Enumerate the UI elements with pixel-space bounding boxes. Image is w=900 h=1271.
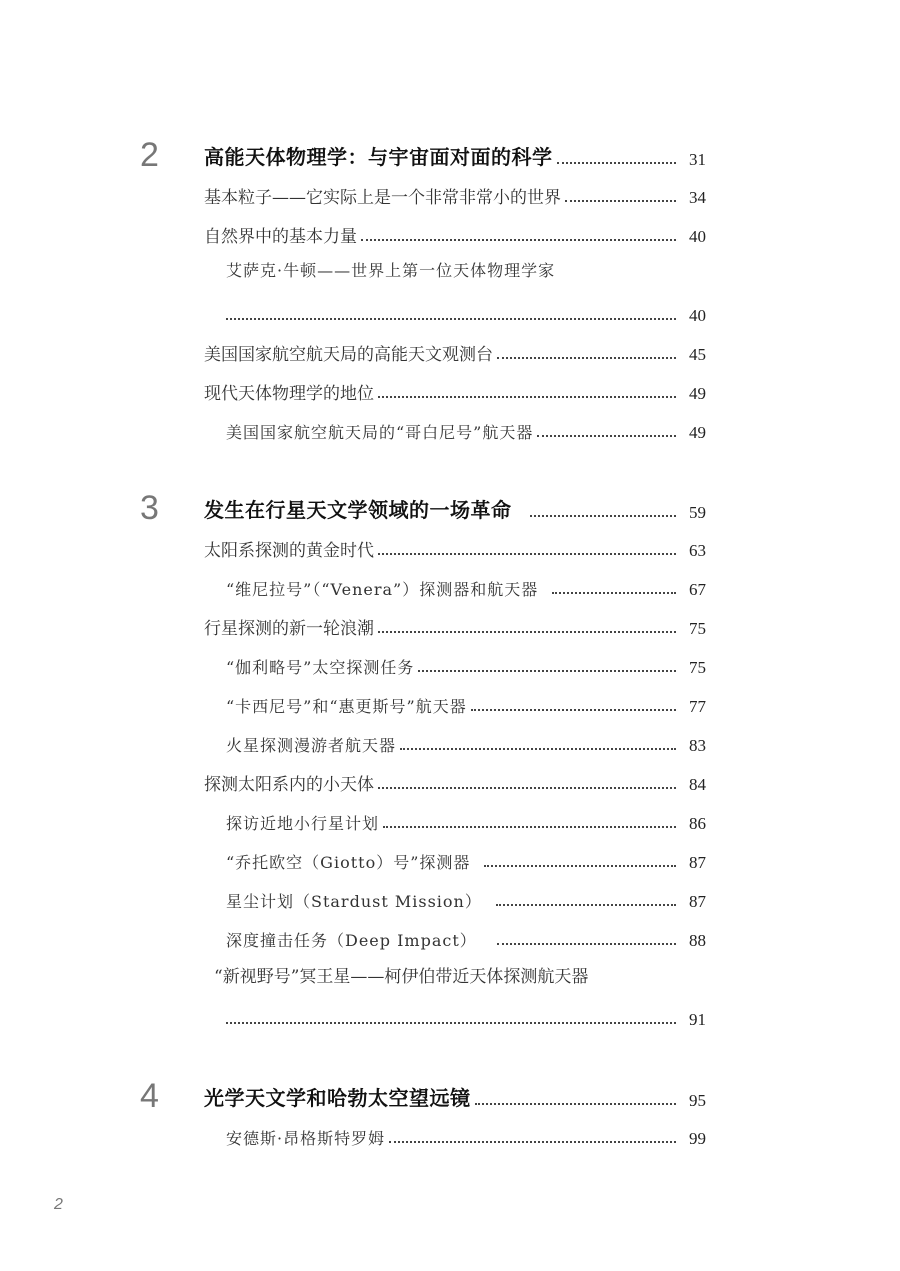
entry-title: 行星探测的新一轮浪潮 — [204, 619, 374, 639]
page-number: 49 — [689, 423, 706, 442]
page-number: 95 — [689, 1091, 706, 1110]
page-number: 63 — [689, 541, 706, 560]
leader-dots — [484, 865, 676, 867]
page-number: 31 — [689, 150, 706, 169]
page-number: 99 — [689, 1129, 706, 1148]
page-number: 77 — [689, 697, 706, 716]
entry-title: “伽利略号”太空探测任务 — [226, 658, 415, 677]
chapter-title: 高能天体物理学：与宇宙面对面的科学 — [204, 145, 553, 169]
page-number: 67 — [689, 580, 706, 599]
page-number: 86 — [689, 814, 706, 833]
page-number: 88 — [689, 931, 706, 950]
entry-title: “卡西尼号”和“惠更斯号”航天器 — [226, 697, 467, 716]
chapter-title: 发生在行星天文学领域的一场革命 — [204, 498, 512, 522]
leader-dots — [226, 1022, 676, 1024]
leader-dots — [497, 357, 676, 359]
leader-dots — [475, 1103, 677, 1105]
leader-dots — [389, 1141, 676, 1143]
page-number: 75 — [689, 658, 706, 677]
page-number: 49 — [689, 384, 706, 403]
entry-title: 艾萨克·牛顿——世界上第一位天体物理学家 — [226, 261, 556, 280]
page-number: 45 — [689, 345, 706, 364]
toc-subentry[interactable] — [226, 884, 706, 912]
toc-subentry[interactable] — [226, 1121, 706, 1149]
chapter-heading[interactable] — [204, 1083, 706, 1111]
leader-dots — [565, 200, 676, 202]
entry-title: 探测太阳系内的小天体 — [204, 775, 374, 795]
leader-dots — [378, 631, 676, 633]
toc-entry[interactable] — [204, 337, 706, 365]
entry-title: 星尘计划（Stardust Mission） — [226, 892, 482, 911]
chapter-heading[interactable] — [204, 495, 706, 523]
leader-dots — [552, 592, 676, 594]
page-number: 87 — [689, 853, 706, 872]
chapter-title: 光学天文学和哈勃太空望远镜 — [204, 1086, 471, 1110]
leader-dots — [557, 162, 677, 164]
toc-entry[interactable] — [204, 219, 706, 247]
entry-title: “维尼拉号”（“Venera”）探测器和航天器 — [226, 580, 539, 599]
toc-subentry[interactable] — [226, 728, 706, 756]
leader-dots — [418, 670, 676, 672]
leader-dots — [497, 943, 676, 945]
page-number: 34 — [689, 188, 706, 207]
toc-subentry[interactable] — [226, 650, 706, 678]
leader-dots — [471, 709, 676, 711]
leader-dots — [226, 318, 676, 320]
leader-dots — [383, 826, 676, 828]
entry-title: 深度撞击任务（Deep Impact） — [226, 931, 477, 950]
leader-dots — [496, 904, 676, 906]
page-number: 75 — [689, 619, 706, 638]
entry-title: 太阳系探测的黄金时代 — [204, 541, 374, 561]
page-number: 84 — [689, 775, 706, 794]
chapter-heading[interactable] — [204, 142, 706, 170]
leader-dots — [378, 396, 676, 398]
leader-dots — [378, 553, 676, 555]
page-number: 40 — [689, 227, 706, 246]
toc-subentry[interactable] — [226, 923, 706, 951]
toc-subentry[interactable] — [226, 689, 706, 717]
toc-subentry[interactable] — [226, 415, 706, 443]
toc-entry[interactable] — [204, 180, 706, 208]
chapter-number: 4 — [140, 1077, 159, 1115]
entry-title: 安德斯·昂格斯特罗姆 — [226, 1129, 386, 1148]
page-number: 59 — [689, 503, 706, 522]
entry-title: 探访近地小行星计划 — [226, 814, 380, 833]
page-folio: 2 — [54, 1196, 63, 1213]
page-number: 91 — [689, 1010, 706, 1029]
leader-dots — [400, 748, 676, 750]
page-number: 40 — [689, 306, 706, 325]
entry-title: 火星探测漫游者航天器 — [226, 736, 397, 755]
toc-entry[interactable] — [204, 611, 706, 639]
entry-title: “新视野号”冥王星——柯伊伯带近天体探测航天器 — [214, 967, 589, 987]
entry-title: 美国国家航空航天局的“哥白尼号”航天器 — [226, 423, 534, 442]
page-number: 87 — [689, 892, 706, 911]
chapter-number: 3 — [140, 489, 159, 527]
entry-title: 自然界中的基本力量 — [204, 227, 357, 247]
toc-entry[interactable] — [214, 962, 706, 1030]
entry-title: 美国国家航空航天局的高能天文观测台 — [204, 345, 493, 365]
toc-subentry[interactable] — [226, 845, 706, 873]
entry-title: 现代天体物理学的地位 — [204, 384, 374, 404]
toc-entry[interactable] — [204, 376, 706, 404]
toc-subentry[interactable] — [226, 258, 706, 326]
leader-dots — [530, 515, 677, 517]
chapter-number: 2 — [140, 136, 159, 174]
leader-dots — [537, 435, 676, 437]
entry-title: “乔托欧空（Giotto）号”探测器 — [226, 853, 471, 872]
leader-dots — [361, 239, 676, 241]
leader-dots — [378, 787, 676, 789]
toc-subentry[interactable] — [226, 572, 706, 600]
toc-entry[interactable] — [204, 767, 706, 795]
page-number: 83 — [689, 736, 706, 755]
toc-subentry[interactable] — [226, 806, 706, 834]
toc-entry[interactable] — [204, 533, 706, 561]
entry-title: 基本粒子——它实际上是一个非常非常小的世界 — [204, 188, 561, 208]
